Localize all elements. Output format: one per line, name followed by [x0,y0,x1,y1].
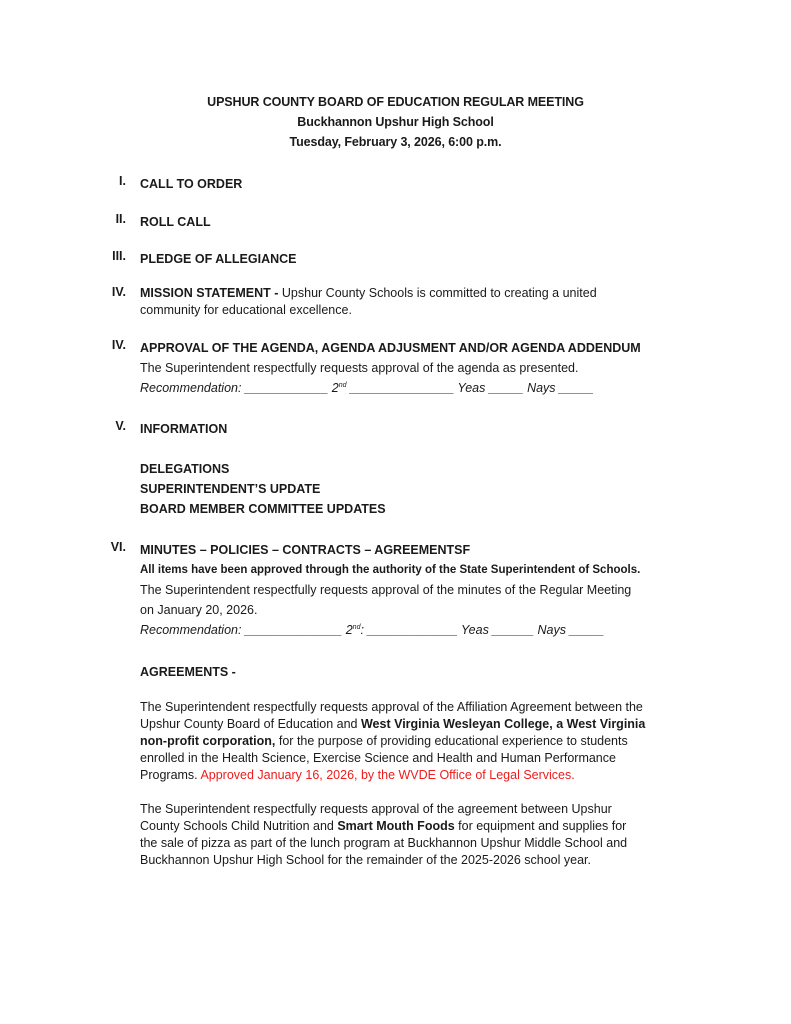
info-item-board-committee-updates: BOARD MEMBER COMMITTEE UPDATES [140,502,386,516]
agreements-heading: AGREEMENTS - [140,665,236,679]
section-number: VI. [110,540,126,554]
meeting-datetime: Tuesday, February 3, 2026, 6:00 p.m. [289,135,502,149]
section-number: III. [112,249,126,263]
mission-text-cont: community for educational excellence. [140,303,352,317]
recommendation-line: Recommendation: ______________ 2nd: _____________ Yeas ______ Nays _____ [140,623,605,637]
recommendation-line: Recommendation: ____________ 2nd _______________ Yeas _____ Nays _____ [140,381,594,395]
section-number: IV. [111,338,126,352]
document-header [0,92,791,152]
request-text-cont: on January 20, 2026. [140,603,258,617]
approval-note: All items have been approved through the authority of the State Superintendent of Schools. [140,564,641,576]
request-text: The Superintendent respectfully requests approval of the agenda as presented. [140,361,579,375]
section-number: I. [119,174,126,188]
section-number: II. [115,212,126,226]
section-title: PLEDGE OF ALLEGIANCE [140,252,297,266]
meeting-location: Buckhannon Upshur High School [297,115,494,129]
section-title: ROLL CALL [140,215,211,229]
section-title: MISSION STATEMENT - [140,286,282,300]
meeting-title: UPSHUR COUNTY BOARD OF EDUCATION REGULAR MEETING [207,95,584,109]
info-item-delegations: DELEGATIONS [140,462,230,476]
section-number: V. [115,419,126,433]
section-number: IV. [111,285,126,299]
section-title: CALL TO ORDER [140,177,243,191]
party-name: West Virginia Wesleyan College, a West Virginia [360,717,646,731]
info-item-superintendent-update: SUPERINTENDENT’S UPDATE [140,482,321,496]
section-title: MINUTES – POLICIES – CONTRACTS – AGREEMENTSF [140,543,471,557]
approved-note: Approved January 16, 2026, by the WVDE Office of Legal Services. [200,768,575,782]
party-name-cont: non-profit corporation, [140,734,276,748]
mission-text: Upshur County Schools is committed to creating a united [281,286,597,300]
party-name: Smart Mouth Foods [337,819,455,833]
section-title: APPROVAL OF THE AGENDA, AGENDA ADJUSMENT AND/OR AGENDA ADDENDUM [140,341,641,355]
section-title: INFORMATION [140,422,228,436]
request-text: The Superintendent respectfully requests approval of the minutes of the Regular Meeting [140,583,632,597]
